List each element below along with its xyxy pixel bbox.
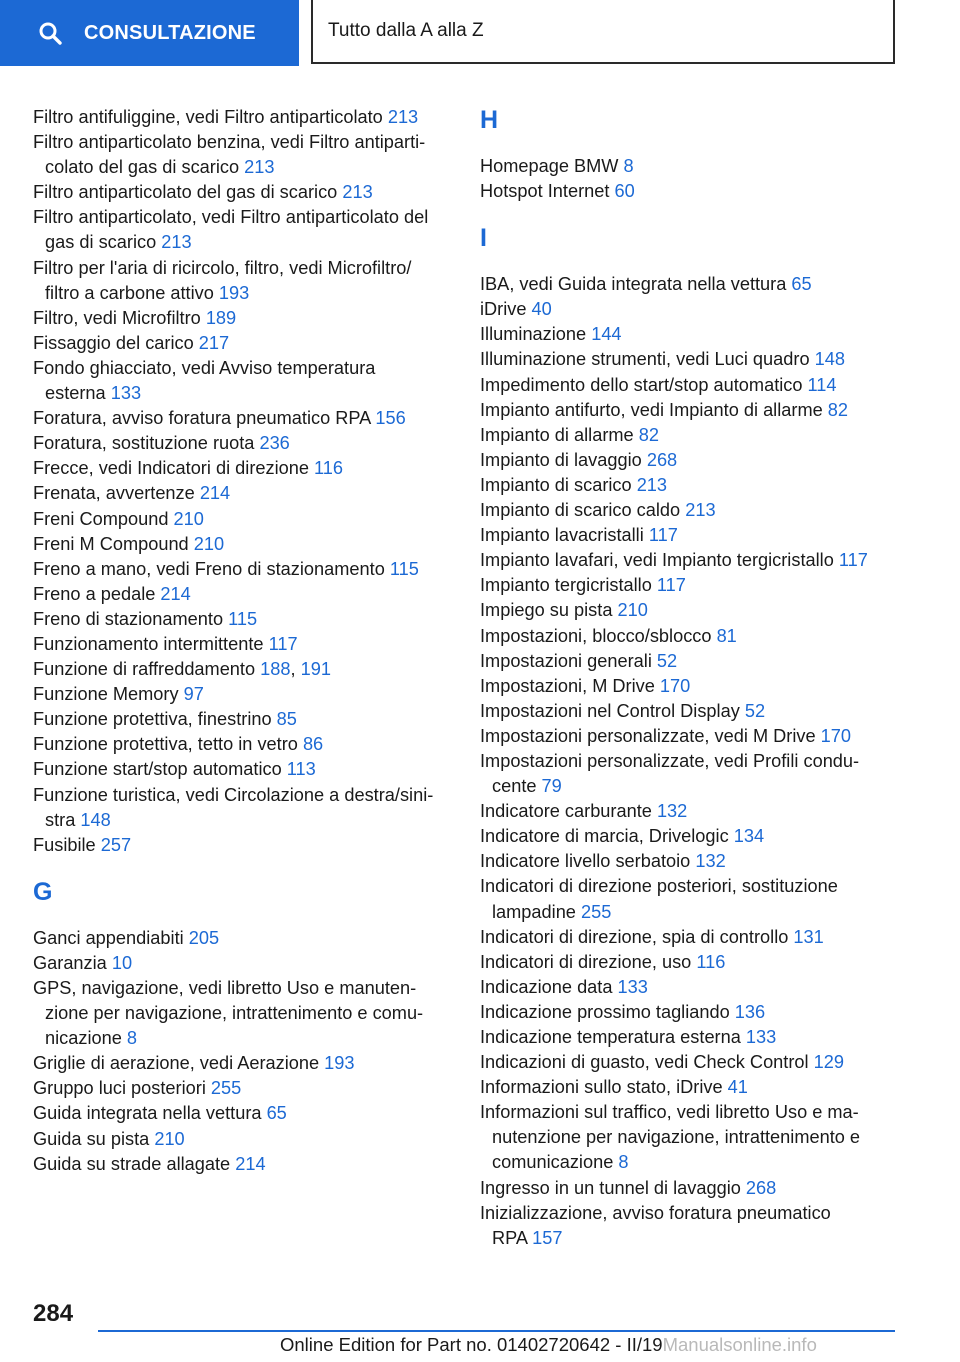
- entry-text: Griglie di aerazione, vedi Aerazione: [33, 1053, 325, 1074]
- page-reference-link[interactable]: 132: [656, 801, 688, 822]
- index-entry: [480, 398, 900, 423]
- page-reference-link[interactable]: 10: [111, 952, 133, 973]
- index-entry: [480, 498, 900, 523]
- index-entry: [480, 423, 900, 448]
- page-reference-link[interactable]: 52: [744, 700, 766, 721]
- page-reference-link[interactable]: 131: [793, 926, 824, 947]
- index-entry: [33, 1127, 453, 1152]
- index-entry: [480, 874, 900, 924]
- entry-text: Filtro, vedi Microfiltro: [33, 307, 206, 328]
- index-column-left: [33, 105, 453, 1177]
- index-entry: [33, 833, 453, 858]
- index-entry: [33, 607, 453, 632]
- index-letter-heading: H: [480, 106, 499, 134]
- index-entry: [33, 1051, 453, 1076]
- entry-text: Impiego su pista: [480, 600, 618, 621]
- index-entry: [33, 256, 453, 306]
- index-entry: [480, 272, 900, 297]
- index-entry: [480, 179, 900, 204]
- entry-text: Fondo ghiacciato, vedi Avviso temperatura: [33, 357, 376, 378]
- page-reference-link[interactable]: 41: [727, 1077, 748, 1098]
- page-reference-link[interactable]: 133: [745, 1027, 777, 1047]
- entry-text: Filtro antifuliggine, vedi Filtro antiparticolato: [33, 107, 388, 127]
- page-reference-link[interactable]: 81: [716, 625, 737, 646]
- entry-text: Illuminazione: [480, 324, 592, 345]
- page-reference-link[interactable]: 214: [160, 583, 191, 604]
- page-reference-link[interactable]: 40: [531, 299, 552, 320]
- entry-text: Homepage BMW: [480, 156, 624, 176]
- index-entry: [480, 598, 900, 623]
- page-reference-link[interactable]: 115: [389, 558, 419, 579]
- index-entry: [480, 448, 900, 473]
- page-reference-link[interactable]: 134: [733, 826, 765, 847]
- entry-text: comunicazione: [492, 1152, 619, 1173]
- index-entry: [33, 657, 453, 682]
- index-entry: [480, 322, 900, 347]
- entry-text: Gruppo luci posteriori: [33, 1078, 211, 1099]
- page-header: [0, 0, 960, 66]
- entry-text: Freni M Compound: [33, 533, 194, 554]
- page-reference-link[interactable]: 188: [260, 659, 291, 680]
- page-reference-link[interactable]: 236: [259, 433, 290, 454]
- page-reference-link[interactable]: 8: [618, 1152, 629, 1173]
- entry-text: iDrive: [480, 299, 532, 320]
- page-reference-link[interactable]: 157: [532, 1227, 563, 1248]
- index-entry: [33, 130, 453, 180]
- index-entry: [33, 532, 453, 557]
- entry-text: Frecce, vedi Indicatori di direzione: [33, 458, 315, 479]
- index-entry: [480, 1050, 900, 1075]
- entry-text: Indicazione data: [480, 976, 618, 997]
- entry-text: Foratura, avviso foratura pneumatico RPA: [33, 408, 376, 429]
- page-reference-link[interactable]: 133: [617, 976, 648, 997]
- index-entry: [33, 180, 453, 205]
- index-entry: [480, 674, 900, 699]
- page-reference-link[interactable]: 117: [656, 575, 686, 596]
- entry-text: Fissaggio del carico: [33, 332, 199, 353]
- index-entry: [33, 732, 453, 757]
- index-column-right: [480, 105, 900, 1251]
- page-reference-link[interactable]: 79: [541, 776, 562, 797]
- index-entry: [33, 582, 453, 607]
- page-reference-link[interactable]: 117: [648, 525, 678, 546]
- page-reference-link[interactable]: 170: [820, 725, 852, 746]
- page-reference-link[interactable]: 115: [228, 608, 258, 629]
- page-reference-link[interactable]: 213: [244, 157, 275, 178]
- index-entry: [480, 799, 900, 824]
- page-reference-link[interactable]: 156: [375, 408, 406, 429]
- page-reference-link[interactable]: 217: [198, 332, 230, 353]
- entry-text: Indicatore di marcia, Drivelogic: [480, 826, 734, 847]
- page-reference-link[interactable]: 214: [235, 1153, 266, 1174]
- entry-text: Funzione di raffreddamento: [33, 659, 261, 680]
- index-entry: [480, 347, 900, 372]
- index-entry: [480, 548, 900, 573]
- index-entry: [33, 356, 453, 406]
- entry-text: Impianto lavacristalli: [480, 525, 649, 546]
- entry-text: Impianto di allarme: [480, 424, 639, 445]
- page-reference-link[interactable]: 255: [580, 901, 612, 922]
- index-entry: [480, 1176, 900, 1201]
- entry-text: nicazione: [45, 1028, 127, 1049]
- index-entry: [33, 481, 453, 506]
- page-reference-link[interactable]: 133: [110, 383, 142, 404]
- index-entry: [33, 926, 453, 951]
- index-entry: [33, 456, 453, 481]
- page-reference-link[interactable]: 193: [324, 1053, 355, 1074]
- page-reference-link[interactable]: 210: [154, 1128, 185, 1149]
- page-reference-link[interactable]: 213: [342, 182, 373, 203]
- entry-text: Filtro antiparticolato benzina, vedi Filtro antiparti-: [33, 132, 426, 153]
- entry-text: Ingresso in un tunnel di lavaggio: [480, 1177, 746, 1198]
- page-reference-link[interactable]: 210: [617, 600, 648, 621]
- page-reference-link[interactable]: 82: [638, 424, 659, 445]
- page-reference-link[interactable]: 86: [302, 734, 324, 755]
- entry-text: Ganci appendiabiti: [33, 927, 189, 948]
- entry-text: Inizializzazione, avviso foratura pneumatico: [480, 1202, 831, 1223]
- index-entry: [33, 757, 453, 782]
- page-reference-link[interactable]: 116: [696, 951, 726, 972]
- index-entry: [33, 682, 453, 707]
- page-reference-link[interactable]: 8: [126, 1028, 138, 1049]
- entry-text: Impianto tergicristallo: [480, 575, 657, 596]
- page-reference-link[interactable]: 129: [813, 1052, 844, 1073]
- index-entry: [480, 573, 900, 598]
- entry-text: Indicazioni di guasto, vedi Check Control: [480, 1052, 814, 1073]
- index-entry: [480, 699, 900, 724]
- entry-text: Guida integrata nella vettura: [33, 1103, 267, 1124]
- index-entry: [480, 950, 900, 975]
- index-entry: [480, 624, 900, 649]
- entry-text: Indicatori di direzione, spia di controllo: [480, 926, 794, 947]
- entry-text: Freno a mano, vedi Freno di stazionamento: [33, 558, 390, 579]
- index-entry: [480, 1000, 900, 1025]
- page-reference-link[interactable]: 116: [314, 458, 344, 479]
- entry-text: Impostazioni personalizzate, vedi M Drive: [480, 725, 821, 746]
- index-entry: [480, 523, 900, 548]
- index-entry: [480, 649, 900, 674]
- index-entry: [33, 707, 453, 732]
- page-reference-link[interactable]: 191: [300, 659, 331, 680]
- entry-text: Impianto di lavaggio: [480, 449, 647, 470]
- entry-text: Impianto di scarico: [480, 474, 637, 495]
- index-entry: [33, 306, 453, 331]
- entry-text: Impostazioni, blocco/sblocco: [480, 625, 717, 646]
- entry-text: Filtro antiparticolato, vedi Filtro antiparticolato del: [33, 207, 429, 228]
- entry-text: Impedimento dello start/stop automatico: [480, 374, 808, 395]
- index-entry: [33, 951, 453, 976]
- page-reference-link[interactable]: 170: [659, 675, 691, 696]
- page-reference-link[interactable]: 113: [286, 759, 316, 780]
- page-number: 284: [33, 1300, 74, 1327]
- index-entry: [480, 1201, 900, 1251]
- page-reference-link[interactable]: 148: [814, 349, 845, 370]
- page-reference-link[interactable]: 85: [276, 709, 297, 730]
- index-entry: [33, 331, 453, 356]
- entry-text: Informazioni sullo stato, iDrive: [480, 1077, 728, 1098]
- entry-text: Impostazioni personalizzate, vedi Profili condu-: [480, 750, 860, 771]
- entry-text: zione per navigazione, intrattenimento e comu-: [45, 1003, 424, 1024]
- index-entry: [480, 154, 900, 179]
- index-entry: [480, 1025, 900, 1050]
- page-reference-link[interactable]: 213: [636, 474, 668, 495]
- entry-text: Indicatore carburante: [480, 801, 657, 822]
- index-entry: [480, 1075, 900, 1100]
- page-reference-link[interactable]: 210: [193, 533, 225, 554]
- entry-text: Impianto di scarico caldo: [480, 500, 686, 521]
- footer: [280, 1334, 960, 1356]
- index-entry: [480, 724, 900, 749]
- entry-text: Funzionamento intermittente: [33, 633, 269, 654]
- entry-text: Frenata, avvertenze: [33, 483, 200, 504]
- index-entry: [480, 373, 900, 398]
- index-entry: [480, 1100, 900, 1175]
- page-reference-link[interactable]: 8: [623, 156, 634, 176]
- index-entry: [33, 105, 453, 130]
- entry-text: filtro a carbone attivo: [45, 282, 219, 303]
- index-letter-heading: I: [480, 224, 487, 253]
- footer-edition: Online Edition for Part no. 01402720642 - II/19: [280, 1334, 663, 1355]
- entry-text: ,: [290, 659, 301, 680]
- page-reference-link[interactable]: 205: [188, 927, 220, 948]
- entry-text: Illuminazione strumenti, vedi Luci quadro: [480, 349, 815, 370]
- page-reference-link[interactable]: 255: [210, 1078, 242, 1099]
- index-entry: [33, 507, 453, 532]
- page-reference-link[interactable]: 144: [591, 324, 622, 345]
- entry-text: Funzione start/stop automatico: [33, 759, 287, 780]
- page-reference-link[interactable]: 213: [387, 107, 419, 127]
- entry-text: Hotspot Internet: [480, 181, 615, 202]
- entry-text: Impostazioni generali: [480, 650, 657, 671]
- index-entry: [480, 925, 900, 950]
- entry-text: Funzione Memory: [33, 684, 184, 705]
- page-reference-link[interactable]: 213: [161, 232, 192, 253]
- tab-label: CONSULTAZIONE: [84, 21, 256, 44]
- entry-text: Informazioni sul traffico, vedi libretto Uso e ma-: [480, 1102, 859, 1123]
- page-reference-link[interactable]: 82: [827, 399, 848, 420]
- page-reference-link[interactable]: 117: [838, 550, 868, 571]
- index-letter-heading: G: [33, 877, 53, 906]
- entry-text: Funzione protettiva, finestrino: [33, 709, 277, 730]
- index-entry: [480, 297, 900, 322]
- entry-text: gas di scarico: [45, 232, 162, 253]
- entry-text: Filtro antiparticolato del gas di scarico: [33, 182, 343, 203]
- page-reference-link[interactable]: 268: [745, 1177, 777, 1198]
- entry-text: Filtro per l'aria di ricircolo, filtro, vedi Microfiltro/: [33, 257, 412, 278]
- entry-text: Indicatore livello serbatoio: [480, 851, 696, 872]
- section-title: [311, 0, 895, 64]
- entry-text: esterna: [45, 383, 111, 404]
- entry-text: GPS, navigazione, vedi libretto Uso e manuten-: [33, 978, 417, 998]
- entry-text: Garanzia: [33, 952, 112, 973]
- page-reference-link[interactable]: 193: [218, 282, 250, 303]
- page-reference-link[interactable]: 97: [183, 684, 204, 705]
- entry-text: Indicatori di direzione, uso: [480, 951, 697, 972]
- index-entry: [33, 431, 453, 456]
- index-entry: [480, 473, 900, 498]
- page-reference-link[interactable]: 148: [80, 809, 111, 830]
- entry-text: Freno di stazionamento: [33, 608, 229, 629]
- entry-text: Indicazione prossimo tagliando: [480, 1001, 735, 1022]
- entry-text: Indicazione temperatura esterna: [480, 1027, 746, 1047]
- entry-text: Freni Compound: [33, 508, 174, 529]
- entry-text: Foratura, sostituzione ruota: [33, 433, 260, 454]
- entry-text: Funzione protettiva, tetto in vetro: [33, 734, 303, 755]
- entry-text: Freno a pedale: [33, 583, 161, 604]
- entry-text: nutenzione per navigazione, intrattenimento e: [492, 1127, 861, 1148]
- entry-text: Impostazioni, M Drive: [480, 675, 660, 696]
- page-reference-link[interactable]: 65: [791, 274, 812, 295]
- index-entry: [33, 557, 453, 582]
- index-entry: [33, 406, 453, 431]
- page-reference-link[interactable]: 268: [646, 449, 678, 470]
- page-reference-link[interactable]: 189: [205, 307, 237, 328]
- page-reference-link[interactable]: 214: [199, 483, 231, 504]
- entry-text: colato del gas di scarico: [45, 157, 245, 178]
- index-entry: [480, 849, 900, 874]
- entry-text: Fusibile: [33, 834, 101, 855]
- entry-text: stra: [45, 809, 81, 830]
- entry-text: Impianto antifurto, vedi Impianto di allarme: [480, 399, 828, 420]
- page-reference-link[interactable]: 136: [734, 1001, 766, 1022]
- index-entry: [33, 205, 453, 255]
- page-reference-link[interactable]: 117: [268, 633, 298, 654]
- page-reference-link[interactable]: 210: [173, 508, 204, 529]
- index-entry: [33, 976, 453, 1051]
- entry-text: Guida su pista: [33, 1128, 155, 1149]
- footer-watermark: Manualsonline.info: [662, 1334, 817, 1355]
- index-entry: [33, 1101, 453, 1126]
- page-reference-link[interactable]: 132: [695, 851, 726, 872]
- index-entry: [33, 1076, 453, 1101]
- index-entry: [480, 975, 900, 1000]
- section-title-text: Tutto dalla A alla Z: [328, 20, 484, 41]
- footer-divider: [98, 1330, 895, 1332]
- index-entry: [33, 783, 453, 833]
- index-entry: [33, 632, 453, 657]
- entry-text: Funzione turistica, vedi Circolazione a destra/sini-: [33, 784, 434, 805]
- page-reference-link[interactable]: 60: [614, 181, 635, 202]
- entry-text: Impianto lavafari, vedi Impianto tergicristallo: [480, 550, 839, 571]
- page-reference-link[interactable]: 52: [656, 650, 678, 671]
- page-reference-link[interactable]: 257: [100, 834, 132, 855]
- entry-text: lampadine: [492, 901, 581, 922]
- entry-text: Indicatori di direzione posteriori, sostituzione: [480, 876, 838, 897]
- entry-text: Impostazioni nel Control Display: [480, 700, 745, 721]
- consultazione-tab[interactable]: [0, 0, 299, 66]
- index-entry: [33, 1152, 453, 1177]
- entry-text: Guida su strade allagate: [33, 1153, 236, 1174]
- page-reference-link[interactable]: 213: [685, 500, 716, 521]
- entry-text: IBA, vedi Guida integrata nella vettura: [480, 274, 792, 295]
- search-icon: [38, 21, 62, 45]
- page-reference-link[interactable]: 114: [807, 374, 837, 395]
- entry-text: RPA: [492, 1227, 533, 1248]
- index-entry: [480, 749, 900, 799]
- entry-text: cente: [492, 776, 542, 797]
- index-entry: [480, 824, 900, 849]
- page-reference-link[interactable]: 65: [266, 1103, 287, 1124]
